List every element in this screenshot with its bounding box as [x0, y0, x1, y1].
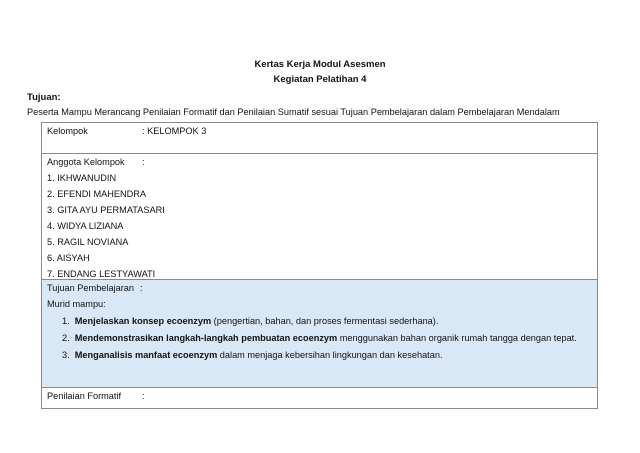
kelompok-value: : KELOMPOK 3: [142, 126, 207, 136]
objective-number: 2.: [62, 333, 70, 343]
objective-bold: Menganalisis manfaat ecoenzym: [74, 350, 218, 360]
tujuan-pembelajaran-row: [42, 280, 597, 388]
objective-rest: (pengertian, bahan, dan proses fermentasi sederhana).: [211, 316, 439, 326]
objective-item: [62, 316, 438, 326]
tujuan-label: Tujuan:: [27, 92, 61, 103]
anggota-colon: :: [142, 157, 145, 167]
penilaian-formatif-label: Penilaian Formatif: [47, 391, 122, 401]
objective-bold: Mendemonstrasikan langkah-langkah pembuatan ecoenzym: [74, 333, 338, 343]
objective-bold: Menjelaskan konsep ecoenzym: [74, 316, 212, 326]
assessment-table: [41, 122, 598, 409]
anggota-label: Anggota Kelompok: [47, 157, 125, 167]
member-item: 5. RAGIL NOVIANA: [47, 237, 129, 247]
member-item: 2. EFENDI MAHENDRA: [47, 189, 147, 199]
tujuan-pembelajaran-label: Tujuan Pembelajaran: [47, 283, 134, 293]
penilaian-formatif-colon: :: [142, 391, 145, 401]
objective-number: 1.: [62, 316, 70, 326]
tujuan-pembelajaran-colon: :: [140, 283, 143, 293]
objective-number: 3.: [62, 350, 70, 360]
document-subtitle: Kegiatan Pelatihan 4: [273, 74, 367, 85]
member-item: 7. ENDANG LESTYAWATI: [47, 269, 156, 279]
objective-rest: menggunakan bahan organik rumah tangga dengan tepat.: [337, 333, 577, 343]
penilaian-formatif-row: [42, 388, 597, 408]
objective-item: [62, 350, 443, 360]
tujuan-text: Peserta Mampu Merancang Penilaian Formatif dan Penilaian Sumatif sesuai Tujuan Pembelajaran dalam Pembelajaran Mendalam: [27, 107, 560, 117]
member-item: 6. AISYAH: [47, 253, 90, 263]
murid-intro: Murid mampu:: [47, 299, 106, 309]
kelompok-label: Kelompok: [47, 126, 88, 136]
member-item: 1. IKHWANUDIN: [47, 173, 117, 183]
objective-item: [62, 333, 577, 343]
objective-rest: dalam menjaga kebersihan lingkungan dan kesehatan.: [217, 350, 443, 360]
member-item: 3. GITA AYU PERMATASARI: [47, 205, 165, 215]
kelompok-row: [42, 123, 597, 154]
anggota-row: [42, 154, 597, 280]
document-title: Kertas Kerja Modul Asesmen: [254, 59, 386, 70]
member-item: 4. WIDYA LIZIANA: [47, 221, 124, 231]
